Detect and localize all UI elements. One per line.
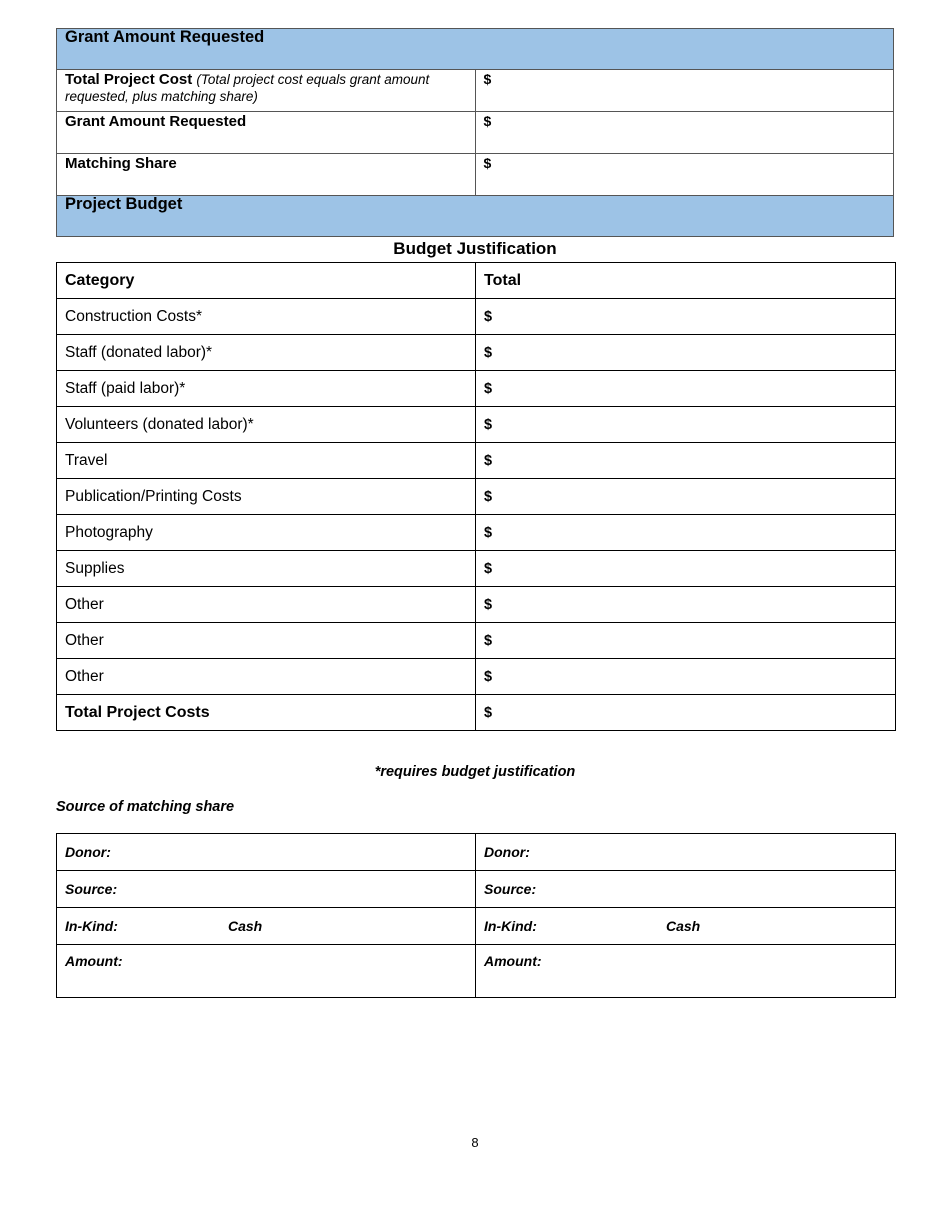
total-cell[interactable]: $ <box>476 587 896 623</box>
total-cell[interactable]: $ <box>476 623 896 659</box>
category-cell: Volunteers (donated labor)* <box>57 407 476 443</box>
total-cell[interactable]: $ <box>476 443 896 479</box>
source-field-right[interactable]: Source: <box>476 871 896 908</box>
total-project-cost-label: Total Project Cost (Total project cost equals grant amount requested, plus matching share) <box>57 70 476 112</box>
total-project-cost-note: (Total project cost equals grant amount requested, plus matching share) <box>65 72 430 104</box>
category-cell: Publication/Printing Costs <box>57 479 476 515</box>
matching-share-table <box>56 833 896 998</box>
in-kind-option[interactable]: In-Kind: <box>65 918 118 934</box>
table-row <box>57 335 896 371</box>
total-project-costs-label: Total Project Costs <box>57 695 476 731</box>
category-cell: Other <box>57 659 476 695</box>
table-row <box>57 659 896 695</box>
page-number: 8 <box>471 1135 479 1150</box>
total-cell[interactable]: $ <box>476 407 896 443</box>
table-row <box>57 551 896 587</box>
category-cell: Other <box>57 623 476 659</box>
total-project-costs-field[interactable]: $ <box>476 695 896 731</box>
total-cell[interactable]: $ <box>476 551 896 587</box>
grant-amount-table <box>56 28 894 237</box>
matching-share-field[interactable]: $ <box>475 154 894 196</box>
table-row <box>57 515 896 551</box>
cash-option[interactable]: Cash <box>666 918 701 934</box>
amount-field-right[interactable]: Amount: <box>476 945 896 998</box>
total-column-header: Total <box>476 263 896 299</box>
table-row <box>57 407 896 443</box>
project-budget-header: Project Budget <box>57 196 894 237</box>
total-project-cost-field[interactable]: $ <box>475 70 894 112</box>
in-kind-option[interactable]: In-Kind: <box>484 918 537 934</box>
cash-option[interactable]: Cash <box>228 918 263 934</box>
total-cell[interactable]: $ <box>476 659 896 695</box>
requires-justification-note: *requires budget justification <box>374 764 576 780</box>
budget-table <box>56 262 896 731</box>
category-cell: Travel <box>57 443 476 479</box>
type-field-left <box>57 908 476 945</box>
category-cell: Staff (paid labor)* <box>57 371 476 407</box>
total-cell[interactable]: $ <box>476 479 896 515</box>
category-cell: Other <box>57 587 476 623</box>
category-cell: Construction Costs* <box>57 299 476 335</box>
total-cell[interactable]: $ <box>476 335 896 371</box>
grant-section-header: Grant Amount Requested <box>57 29 894 70</box>
total-row <box>57 695 896 731</box>
table-row <box>57 587 896 623</box>
category-cell: Supplies <box>57 551 476 587</box>
total-cell[interactable]: $ <box>476 515 896 551</box>
category-cell: Staff (donated labor)* <box>57 335 476 371</box>
donor-field-right[interactable]: Donor: <box>476 834 896 871</box>
table-row <box>57 299 896 335</box>
type-field-right <box>476 908 896 945</box>
table-row <box>57 371 896 407</box>
donor-field-left[interactable]: Donor: <box>57 834 476 871</box>
table-row <box>57 623 896 659</box>
total-cell[interactable]: $ <box>476 371 896 407</box>
grant-amount-requested-label: Grant Amount Requested <box>57 112 476 154</box>
category-column-header: Category <box>57 263 476 299</box>
amount-field-left[interactable]: Amount: <box>57 945 476 998</box>
matching-share-label: Matching Share <box>57 154 476 196</box>
grant-amount-requested-field[interactable]: $ <box>475 112 894 154</box>
total-cell[interactable]: $ <box>476 299 896 335</box>
budget-justification-title: Budget Justification <box>393 239 557 258</box>
source-field-left[interactable]: Source: <box>57 871 476 908</box>
matching-source-title: Source of matching share <box>56 799 235 815</box>
table-row <box>57 443 896 479</box>
category-cell: Photography <box>57 515 476 551</box>
table-row <box>57 479 896 515</box>
